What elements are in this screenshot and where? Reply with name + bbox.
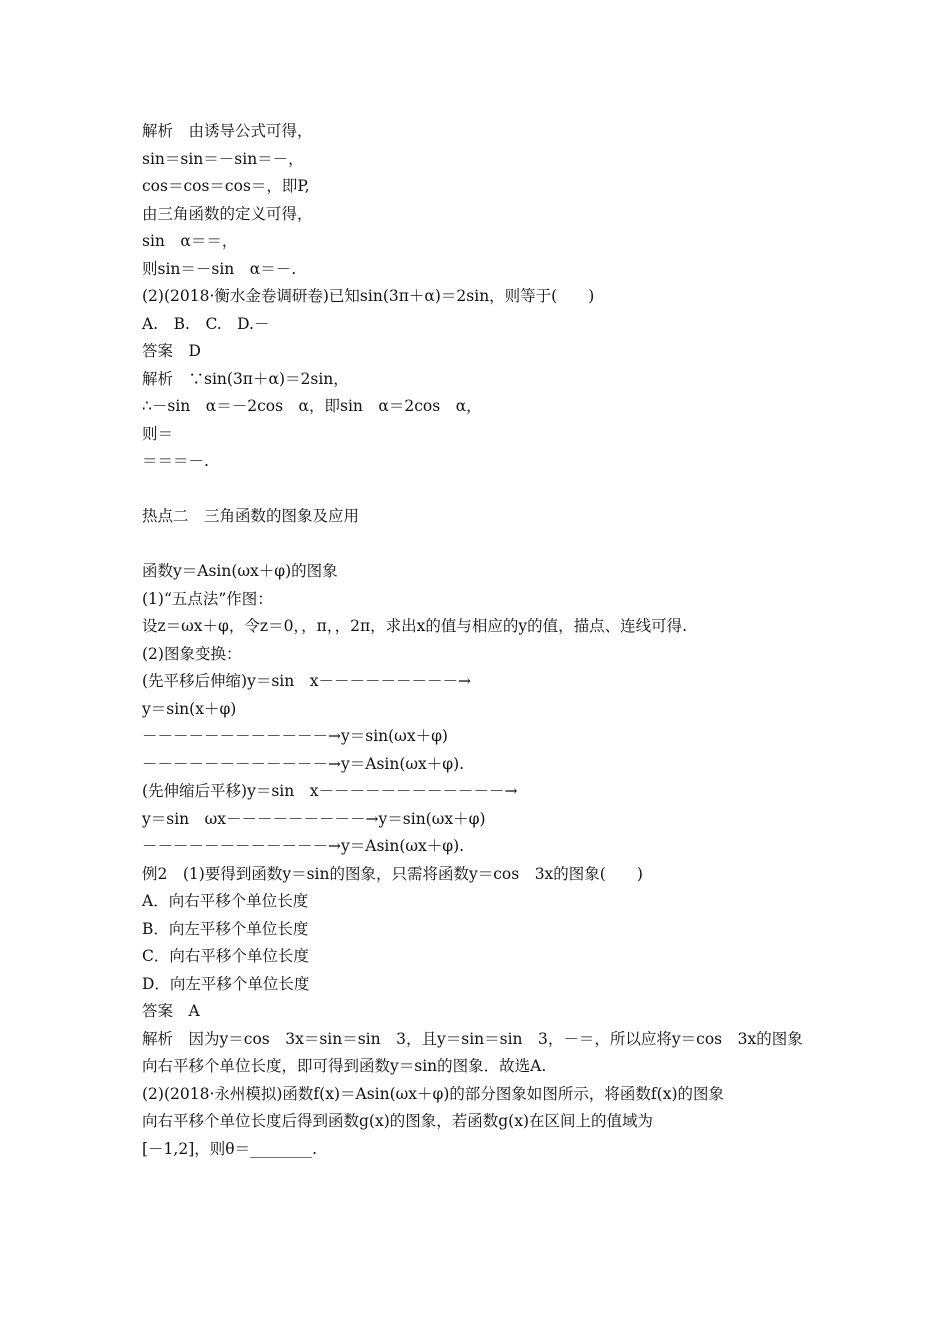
text-line: 设z＝ωx＋φ，令z＝0，，π，，2π，求出x的值与相应的y的值，描点、连线可得. — [142, 617, 688, 635]
text-line: 向右平移个单位长度后得到函数g(x)的图象，若函数g(x)在区间上的值域为 — [142, 1112, 654, 1130]
text-line: 向右平移个单位长度，即可得到函数y＝sin的图象．故选A. — [142, 1057, 547, 1075]
text-line: ∴－sin α＝－2cos α，即sin α＝2cos α， — [142, 397, 482, 415]
transform-line: y＝sin ωx－－－－－－－－－→y＝sin(ωx＋φ) — [142, 809, 486, 828]
text-line: 解析 ∵sin(3π＋α)＝2sin， — [142, 369, 349, 388]
text-line: 由三角函数的定义可得， — [142, 204, 313, 223]
question-stem: (2)(2018·永州模拟)函数f(x)＝Asin(ωx＋φ)的部分图象如图所示，将函数f(x)的图象 — [142, 1084, 724, 1103]
transform-line: y＝sin(x＋φ) — [142, 699, 237, 718]
document-page — [142, 118, 822, 1163]
option-b: B．向左平移个单位长度 — [142, 919, 309, 938]
example-question: 例2 (1)要得到函数y＝sin的图象，只需将函数y＝cos 3x的图象( ) — [142, 864, 643, 883]
transform-line: (先伸缩后平移)y＝sin x－－－－－－－－－－－－→ — [142, 782, 518, 800]
text-line: sin＝sin＝－sin＝－， — [142, 149, 304, 168]
transform-line: －－－－－－－－－－－－→y＝sin(ωx＋φ) — [142, 727, 448, 745]
transform-line: －－－－－－－－－－－－→y＝Asin(ωx＋φ). — [142, 754, 465, 773]
text-line: sin α＝＝， — [142, 232, 238, 250]
text-line: 函数y＝Asin(ωx＋φ)的图象 — [142, 562, 338, 580]
text-line: 解析 由诱导公式可得， — [142, 122, 313, 140]
option-d: D．向左平移个单位长度 — [142, 974, 310, 993]
text-line: ＝＝＝－. — [142, 452, 209, 470]
transform-line: (先平移后伸缩)y＝sin x－－－－－－－－－→ — [142, 672, 471, 690]
spacer — [142, 531, 822, 559]
spacer — [142, 476, 822, 504]
answer-line: 答案 D — [142, 342, 201, 360]
answer-options: A. B. C. D.－ — [142, 314, 270, 333]
option-a: A．向右平移个单位长度 — [142, 892, 309, 910]
text-line: 解析 因为y＝cos 3x＝sin＝sin 3，且y＝sin＝sin 3，－＝，所以应将y＝cos 3x的图象 — [142, 1029, 803, 1048]
option-c: C．向右平移个单位长度 — [142, 947, 309, 965]
text-line: 则＝ — [142, 424, 174, 443]
text-line: 则sin＝－sin α＝－. — [142, 259, 297, 278]
text-line: (2)图象变换： — [142, 644, 242, 663]
transform-line: －－－－－－－－－－－－→y＝Asin(ωx＋φ). — [142, 837, 465, 855]
answer-line: 答案 A — [142, 1002, 200, 1020]
question-stem: (2)(2018·衡水金卷调研卷)已知sin(3π＋α)＝2sin，则等于( ) — [142, 287, 595, 305]
text-line: cos＝cos＝cos＝，即P, — [142, 177, 310, 195]
text-line: (1)“五点法”作图： — [142, 589, 273, 608]
section-heading: 热点二 三角函数的图象及应用 — [142, 507, 360, 525]
text-line: [－1,2]，则θ＝________. — [142, 1139, 318, 1158]
